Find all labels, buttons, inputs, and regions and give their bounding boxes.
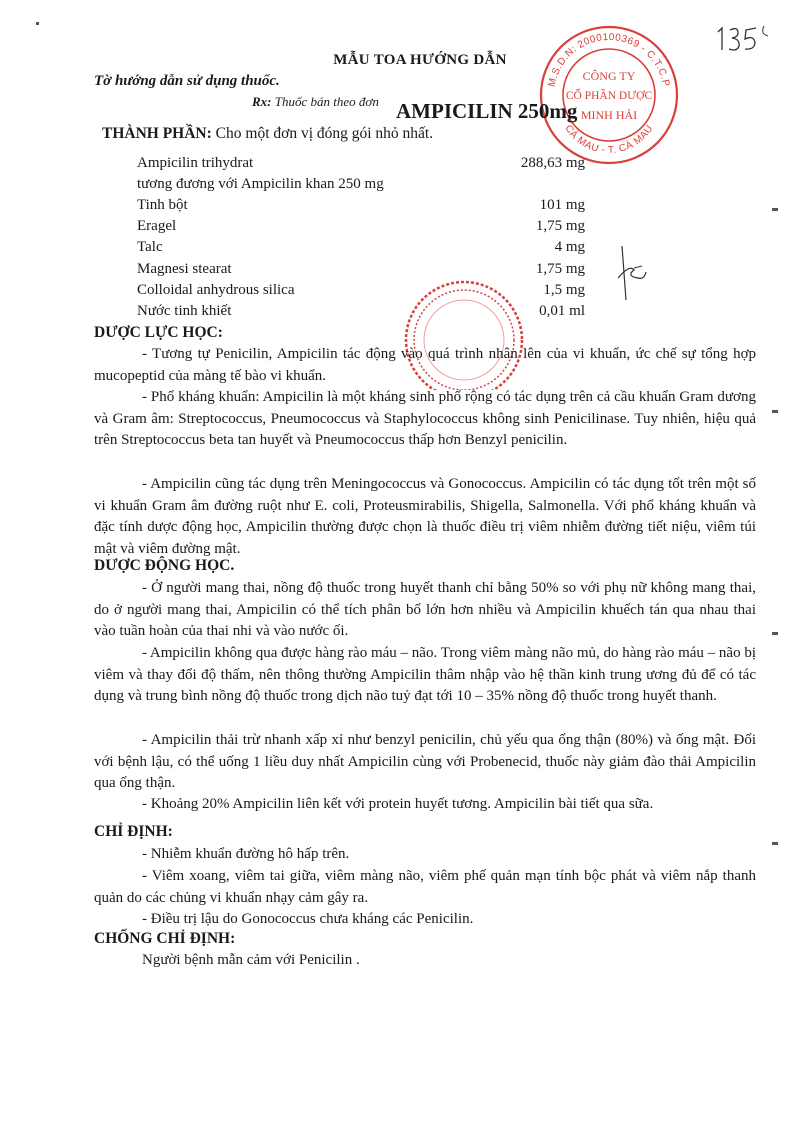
- pharmacokinetics-paragraph: - Khoảng 20% Ampicilin liên kết với protein huyết tương. Ampicilin bài tiết qua sữa.: [142, 796, 654, 812]
- ingredient-amount: 4 mg: [554, 239, 585, 255]
- scan-speck: [772, 410, 778, 413]
- document-subtitle: Tờ hướng dẫn sử dụng thuốc.: [94, 73, 280, 89]
- pharmacokinetics-paragraph: - Ampicilin thải trừ nhanh xấp xỉ như benzyl penicilin, chủ yếu qua ống thận (80%) và ống mật. Đối với bệnh lậu, có thể uống 1 liều duy nhất Ampicilin cùng với Probenecid, thuốc này giảm đào thải Ampicilin qua ống thận.: [94, 732, 756, 792]
- pharmacokinetics-paragraph: - Ở người mang thai, nồng độ thuốc trong huyết thanh chỉ bằng 50% so với phụ nữ không mang thai, do ở người mang thai, Ampicilin có thể tích phân bố lớn hơn nhiều và Ampicilin khuếch tán qua nhau thai vào tuần hoàn của thai nhi và vào nước ối.: [94, 580, 756, 640]
- ingredient-row: [137, 197, 587, 218]
- pharmacodynamics-heading: DƯỢC LỰC HỌC:: [94, 324, 223, 341]
- signature-icon: [604, 244, 664, 304]
- rx-line: [252, 94, 379, 110]
- ingredient-name: Eragel: [137, 218, 177, 234]
- pharmacodynamics-paragraph: - Phổ kháng khuẩn: Ampicilin là một kháng sinh phổ rộng có tác dụng trên cả cầu khuẩn Gram dương và Gram âm: Streptococcus, Pneumococcus và Staphylococcus không sinh Penicilinase. Tuy nhiên, hiệu quả trên Streptococcus beta tan huyết và Pneumococcus thấp hơn Benzyl penicilin.: [94, 389, 756, 449]
- ingredient-name: Nước tinh khiết: [137, 303, 232, 319]
- ingredient-row: [137, 239, 587, 260]
- indications-paragraph: - Điều trị lậu do Gonococcus chưa kháng các Penicilin.: [142, 911, 474, 927]
- signature-mark: [604, 244, 664, 309]
- composition-heading: THÀNH PHẦN:: [102, 125, 212, 142]
- ingredient-amount: 288,63 mg: [520, 155, 585, 171]
- ingredient-amount: 1,75 mg: [535, 218, 585, 234]
- ingredient-amount: 101 mg: [539, 197, 585, 213]
- handwritten-page-number-icon: [712, 22, 772, 56]
- ingredient-name: Ampicilin trihydrat: [137, 155, 254, 171]
- ingredient-row: [137, 155, 587, 176]
- pharmacodynamics-paragraph: - Tương tự Penicilin, Ampicilin tác động vào quá trình nhân lên của vi khuẩn, ức chế sự tổng hợp mucopeptid của màng tế bào vi khuẩn.: [94, 346, 756, 384]
- pharmacokinetics-paragraph: - Ampicilin không qua được hàng rào máu – não. Trong viêm màng não mủ, do hàng rào máu – não bị viêm và thay đổi độ thấm, nên thông thường Ampicilin thâm nhập vào hệ thần kinh trung ương đủ để có tác dụng và trung bình nồng độ thuốc trong dịch não tuỷ đạt tới 10 – 35% nồng độ thuốc trong huyết thanh.: [94, 645, 756, 705]
- rx-label: Rx:: [252, 94, 272, 109]
- ingredient-name: Talc: [137, 239, 163, 255]
- ingredient-row: [137, 176, 587, 197]
- indications-paragraph: - Viêm xoang, viêm tai giữa, viêm màng não, viêm phế quản mạn tính bộc phát và viêm nắp thanh quản do các chủng vi khuẩn nhạy cảm gây ra.: [94, 868, 756, 906]
- ingredient-name: Tinh bột: [137, 197, 188, 213]
- scan-speck: [36, 22, 39, 25]
- product-name: AMPICILIN 250mg: [396, 99, 578, 123]
- ingredient-name: tương đương với Ampicilin khan 250 mg: [137, 176, 384, 192]
- svg-text:CÔNG TY: CÔNG TY: [582, 69, 636, 83]
- scan-speck: [772, 842, 778, 845]
- ingredient-name: Magnesi stearat: [137, 261, 232, 277]
- rx-text: Thuốc bán theo đơn: [274, 94, 379, 109]
- ingredient-amount: 0,01 ml: [539, 303, 585, 319]
- contraindications-text: Người bệnh mẫn cảm với Penicilin .: [142, 952, 360, 968]
- svg-text:MINH HẢI: MINH HẢI: [580, 108, 638, 122]
- svg-text:M.S.D.N: 2000100369 - C.T.C.P: M.S.D.N: 2000100369 - C.T.C.P: [546, 31, 672, 88]
- ingredient-row: [137, 218, 587, 239]
- scan-speck: [772, 632, 778, 635]
- pharmacodynamics-paragraph: - Ampicilin cũng tác dụng trên Meningococcus và Gonococcus. Ampicilin có tác dụng tốt trên một số vi khuẩn Gram âm đường ruột như E. coli, Proteusmirabilis, Shigella, Salmonella. Với phổ kháng khuẩn và đặc tính dược động học, Ampicilin thường được chọn là thuốc điều trị viêm nhiễm đường tiết niệu, viêm túi mật và viêm đường mật.: [94, 476, 756, 557]
- indications-heading: CHỈ ĐỊNH:: [94, 823, 173, 840]
- company-stamp: [536, 22, 682, 168]
- indications-paragraph: - Nhiễm khuẩn đường hô hấp trên.: [142, 846, 350, 862]
- ingredient-name: Colloidal anhydrous silica: [137, 282, 295, 298]
- ingredient-row: [137, 282, 587, 303]
- ingredient-row: [137, 303, 587, 324]
- ingredient-row: [137, 261, 587, 282]
- ingredient-amount: 1,5 mg: [543, 282, 585, 298]
- contraindications-heading: CHỐNG CHỈ ĐỊNH:: [94, 930, 236, 947]
- composition-intro: Cho một đơn vị đóng gói nhỏ nhất.: [215, 125, 434, 142]
- pharmacokinetics-heading: DƯỢC ĐỘNG HỌC.: [94, 557, 235, 574]
- ingredient-amount: 1,75 mg: [535, 261, 585, 277]
- svg-text:CỔ PHẦN DƯỢC: CỔ PHẦN DƯỢC: [565, 90, 653, 102]
- scan-speck: [772, 208, 778, 211]
- svg-text:CÀ MAU - T. CÀ MAU: CÀ MAU - T. CÀ MAU: [562, 123, 656, 157]
- composition-heading-line: [102, 125, 433, 143]
- document-title: MẪU TOA HƯỚNG DẪN: [333, 52, 507, 68]
